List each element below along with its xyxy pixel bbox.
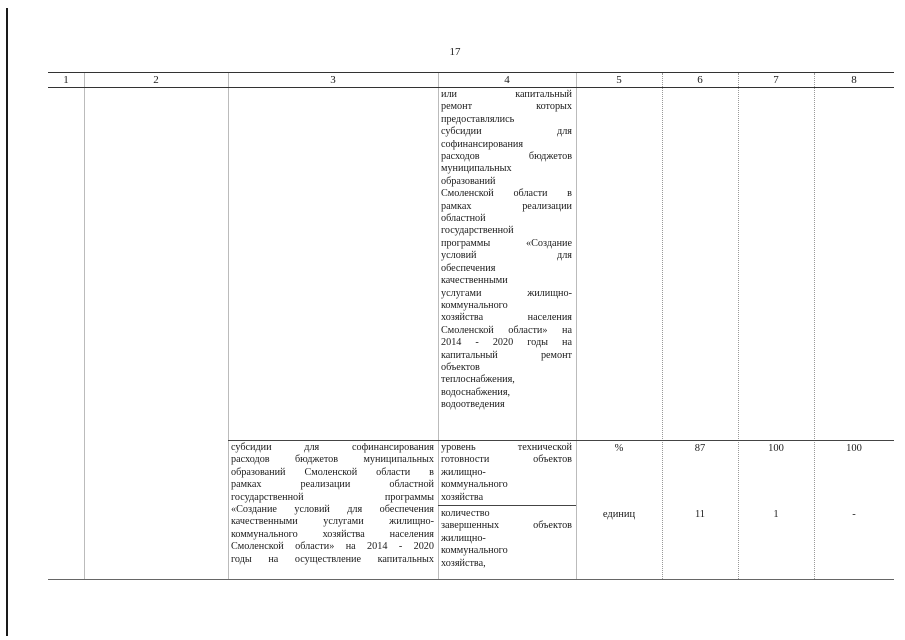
col-header-3: 3 xyxy=(330,74,336,86)
col-header-8: 8 xyxy=(851,74,857,86)
text-line: теплоснабжения, xyxy=(441,374,515,386)
indicator-2-value-col6: 11 xyxy=(694,509,706,520)
text-line: расходов бюджетов муниципальных xyxy=(231,454,434,466)
text-line: или капитальный xyxy=(441,89,572,100)
text-line: хозяйства xyxy=(441,491,484,503)
text-line: коммунального xyxy=(441,479,508,491)
indicator-1-value-col7: 100 xyxy=(768,443,784,454)
col-header-1: 1 xyxy=(63,74,69,86)
indicator-1-name xyxy=(441,442,572,504)
text-line: 2014 - 2020 годы на xyxy=(441,337,572,349)
page-number: 17 xyxy=(449,46,461,58)
text-line: субсидии для софинансирования xyxy=(231,442,434,453)
col-divider xyxy=(576,73,577,579)
text-line: рамках реализации областной xyxy=(231,479,434,491)
text-line: расходов бюджетов xyxy=(441,151,572,163)
text-line: коммунального xyxy=(441,545,508,557)
text-line: рамках реализации xyxy=(441,200,572,212)
text-line: готовности объектов xyxy=(441,454,572,466)
text-line: Смоленской области в xyxy=(441,188,572,200)
text-line: субсидии для xyxy=(441,126,572,138)
col-header-6: 6 xyxy=(697,74,703,86)
page-left-border xyxy=(6,8,8,636)
text-line: капитальный ремонт xyxy=(441,349,572,361)
col-header-7: 7 xyxy=(773,74,779,86)
text-line: Смоленской области» на xyxy=(441,324,572,336)
col-divider xyxy=(438,73,439,579)
text-line: качественными услугами жилищно- xyxy=(231,516,434,528)
text-line: хозяйства населения xyxy=(441,312,572,324)
text-line: жилищно- xyxy=(441,532,486,544)
row1-indicator-text xyxy=(441,89,572,412)
col-header-4: 4 xyxy=(504,74,510,86)
indicator-2-value-col7: 1 xyxy=(773,509,779,520)
text-line: уровень технической xyxy=(441,442,572,453)
text-line: жилищно- xyxy=(441,466,486,478)
text-line: хозяйства, xyxy=(441,557,486,569)
indicators-table xyxy=(48,72,894,580)
indicator-1-value-col8: 100 xyxy=(846,443,862,454)
indicator-1-value-col6: 87 xyxy=(694,443,706,454)
text-line: софинансирования xyxy=(441,138,524,150)
col-header-2: 2 xyxy=(153,74,159,86)
text-line: услугами жилищно- xyxy=(441,287,572,299)
row2-measure-text xyxy=(231,442,434,566)
indicator-2-unit: единиц xyxy=(602,509,636,520)
text-line: водоснабжения, xyxy=(441,386,511,398)
col-divider xyxy=(84,73,85,579)
text-line: объектов xyxy=(441,361,480,373)
text-line: «Создание условий для обеспечения xyxy=(231,504,434,516)
text-line: образований xyxy=(441,175,496,187)
text-line: предоставлялись xyxy=(441,113,515,125)
indicator-2-name xyxy=(441,508,572,570)
text-line: коммунального хозяйства населения xyxy=(231,528,434,540)
text-line: Смоленской области» на 2014 - 2020 xyxy=(231,541,434,553)
text-line: государственной программы xyxy=(231,491,434,503)
row-divider xyxy=(228,440,894,441)
header-row xyxy=(48,73,894,88)
text-line: количество xyxy=(441,508,490,519)
text-line: областной xyxy=(441,213,486,225)
text-line: обеспечения xyxy=(441,262,496,274)
text-line: качественными xyxy=(441,275,508,287)
col-header-5: 5 xyxy=(616,74,622,86)
text-line: условий для xyxy=(441,250,572,262)
text-line: ремонт которых xyxy=(441,101,572,113)
text-line: программы «Создание xyxy=(441,237,572,249)
col-divider xyxy=(228,73,229,579)
text-line: завершенных объектов xyxy=(441,520,572,532)
text-line: муниципальных xyxy=(441,163,512,175)
col-divider xyxy=(738,73,739,579)
text-line: государственной xyxy=(441,225,514,237)
text-line: образований Смоленской области в xyxy=(231,466,434,478)
col-divider xyxy=(814,73,815,579)
text-line: коммунального xyxy=(441,299,508,311)
indicator-1-unit: % xyxy=(614,443,624,454)
indicator-divider xyxy=(438,505,576,506)
text-line: годы на осуществление капитальных xyxy=(231,553,434,565)
text-line: водоотведения xyxy=(441,399,505,411)
indicator-2-value-col8: - xyxy=(852,509,856,520)
col-divider xyxy=(662,73,663,579)
